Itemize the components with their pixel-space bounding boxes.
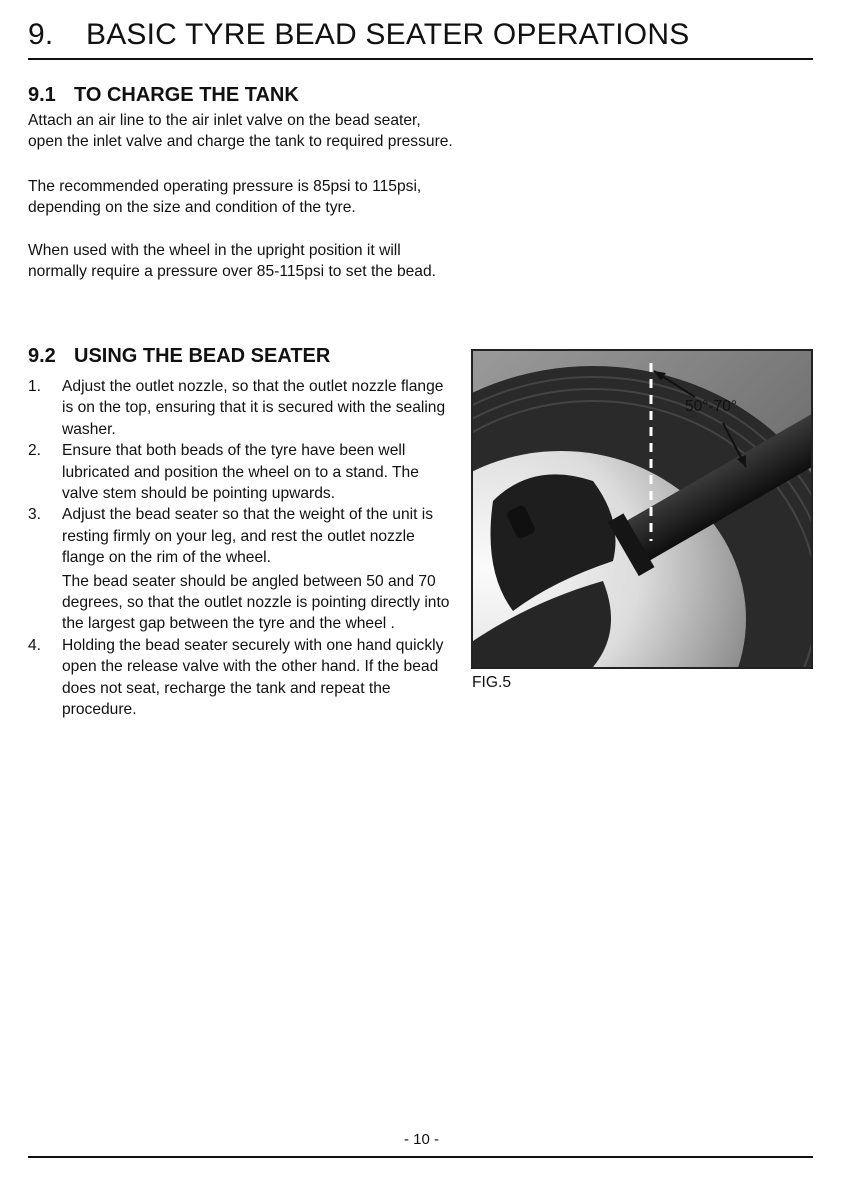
step-item: [28, 440, 458, 504]
step-note: The bead seater should be angled between 50 and 70 degrees, so that the outlet nozzle is pointing directly into the largest gap between the tyre and the wheel .: [62, 572, 450, 633]
step-number: 3.: [28, 506, 42, 524]
step-text: Adjust the bead seater so that the weight of the unit is resting firmly on your leg, and rest the outlet nozzle flange on the rim of the wheel.: [62, 506, 434, 567]
paragraph: When used with the wheel in the upright position it will normally require a pressure over 85-115psi to set the bead.: [28, 242, 436, 281]
section-number: 9.1: [28, 84, 56, 106]
paragraph: The recommended operating pressure is 85psi to 115psi, depending on the size and condition of the tyre.: [28, 178, 422, 217]
step-item: [28, 376, 458, 440]
step-number: 1.: [28, 378, 42, 395]
step-item: [28, 504, 458, 634]
bead-seater-photo: [473, 351, 811, 667]
step-text: Adjust the outlet nozzle, so that the outlet nozzle flange is on the top, ensuring that it is secured with the sealing washer.: [62, 378, 446, 438]
footer-rule: [28, 1156, 813, 1158]
header-rule: [28, 58, 813, 60]
section-title: TO CHARGE THE TANK: [74, 84, 299, 106]
chapter-number: 9.: [28, 18, 54, 51]
figure-photo: [471, 349, 813, 669]
step-number: 2.: [28, 442, 42, 460]
section-title: USING THE BEAD SEATER: [74, 345, 331, 367]
step-number: 4.: [28, 636, 42, 654]
figure-caption: FIG.5: [472, 674, 511, 691]
steps-list: [28, 376, 458, 721]
angle-label: 50°-70°: [685, 398, 738, 415]
paragraph: Attach an air line to the air inlet valve on the bead seater, open the inlet valve and charge the tank to required pressure.: [28, 112, 453, 151]
chapter-title-text: BASIC TYRE BEAD SEATER OPERATIONS: [86, 18, 690, 51]
page-number: - 10 -: [403, 1131, 439, 1148]
chapter-title: [28, 18, 689, 52]
section-heading-9-1: [28, 84, 299, 107]
step-item: [28, 635, 458, 721]
step-text: Holding the bead seater securely with one hand quickly open the release valve with the other hand. If the bead does not seat, recharge the tank and repeat the procedure.: [62, 636, 444, 719]
section-heading-9-2: [28, 345, 330, 368]
section-number: 9.2: [28, 345, 56, 367]
step-text: Ensure that both beads of the tyre have been well lubricated and position the wheel on to a stand. The valve stem should be pointing upwards.: [62, 442, 419, 503]
